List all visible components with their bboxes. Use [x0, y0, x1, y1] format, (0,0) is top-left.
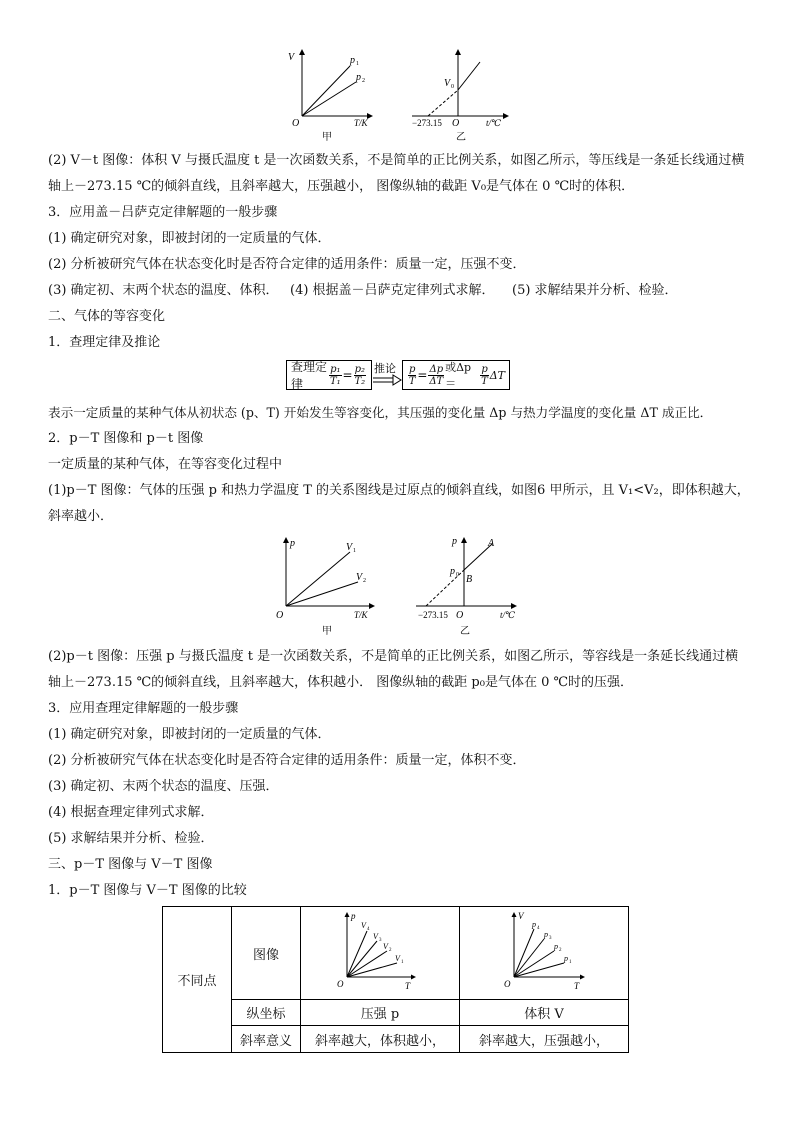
line-v1: [286, 552, 350, 606]
heading-step: 1．p－T 图像与 V－T 图像的比较: [48, 883, 247, 898]
label-v1-sub: 1: [353, 548, 356, 554]
comparison-table: [162, 906, 629, 1053]
label-v1: V: [346, 542, 353, 553]
label-p1: p: [564, 954, 568, 963]
label-origin: O: [292, 118, 300, 129]
fraction: $\frac{\text{p₁}}{\text{T₁}}$: [329, 363, 341, 387]
text-line: 斜率越小．: [48, 509, 114, 524]
label-v: V: [288, 52, 295, 63]
label-v2-sub: 2: [363, 578, 366, 584]
double-arrow-icon: [372, 360, 402, 390]
label-origin: O: [276, 610, 284, 621]
text-line: (2) 分析被研究气体在状态变化时是否符合定律的适用条件：质量一定，体积不变．: [48, 753, 526, 768]
label-p2: p: [554, 942, 558, 951]
label-p4: p: [532, 920, 536, 929]
label-p1-sub: 1: [569, 960, 572, 965]
caption-yi: 乙: [460, 626, 470, 637]
label-v1: V: [395, 954, 400, 963]
caption-jia: 甲: [322, 132, 332, 143]
label-p1: p: [350, 55, 355, 66]
label-origin: O: [452, 118, 460, 129]
line-isobar: [458, 62, 480, 90]
line-p3: [514, 939, 544, 977]
label-p4-sub: 4: [537, 926, 540, 931]
table-row: [163, 1000, 629, 1026]
formula-or: 或Δp＝: [445, 361, 472, 390]
caption-jia: 甲: [322, 626, 332, 637]
label-neg-273: −273.15: [412, 118, 442, 128]
text-line: 轴上－273.15 ℃的倾斜直线，且斜率越大，压强越小， 图像纵轴的截距 V₀是气体在 0 ℃时的体积．: [48, 179, 635, 194]
section-heading: 二、气体的等容变化: [48, 309, 166, 324]
formula-tail: ΔT: [489, 368, 505, 382]
label-p1-sub: 1: [356, 61, 359, 67]
label-p: p: [452, 536, 457, 547]
label-origin: O: [504, 979, 511, 989]
equals-sign: =: [342, 368, 353, 382]
text-line: (3) 确定初、末两个状态的温度、体积．: [48, 283, 279, 298]
text-line: (2) V－t 图像：体积 V 与摄氏温度 t 是一次函数关系，不是简单的正比例关系，如图乙所示，等压线是一条延长线通过横: [48, 153, 745, 168]
fraction: $\frac{p}{T}$: [408, 363, 416, 387]
vt-graph-icon: [460, 907, 628, 995]
fraction: $\frac{p}{T}$: [481, 363, 488, 387]
label-axis-x: t/℃: [486, 118, 502, 128]
label-p3: p: [544, 930, 548, 939]
line-p2: [514, 951, 554, 977]
text-line: (4) 根据查理定律列式求解．: [48, 805, 214, 820]
table-cell-label: 斜率意义: [232, 1026, 301, 1053]
table-cell: 体积 V: [460, 1000, 629, 1026]
table-cell-label: 纵坐标: [232, 1000, 301, 1026]
heading-step: 2．p－T 图像和 p－t 图像: [48, 431, 204, 446]
heading-step: 3．应用盖－吕萨克定律解题的一般步骤: [48, 205, 278, 220]
label-p0-sub: 0: [456, 572, 459, 578]
label-v: V: [518, 911, 524, 921]
label-v2: V: [356, 572, 363, 583]
label-neg-273: −273.15: [418, 610, 448, 620]
label-p2-sub: 2: [559, 948, 562, 953]
section-heading: 三、p－T 图像与 V－T 图像: [48, 857, 213, 872]
label-v3-sub: 3: [379, 938, 382, 943]
text-line: (2) 分析被研究气体在状态变化时是否符合定律的适用条件：质量一定，压强不变．: [48, 257, 526, 272]
label-axis-x: t/℃: [500, 610, 516, 620]
table-cell-label: 图像: [232, 907, 301, 1000]
caption-yi: 乙: [456, 132, 466, 143]
line-p1: [302, 66, 350, 116]
line-v2: [286, 582, 358, 606]
text-line: (3) 确定初、末两个状态的温度、压强．: [48, 779, 279, 794]
fraction: $\frac{\text{p₂}}{\text{T₂}}$: [354, 363, 366, 387]
label-p: p: [290, 538, 295, 549]
label-v4: V: [361, 921, 366, 930]
formula-box-charles: [286, 360, 372, 390]
text-line: (5) 求解结果并分析、检验．: [48, 831, 214, 846]
text-line: (1) 确定研究对象，即被封闭的一定质量的气体．: [48, 727, 331, 742]
label-v1-sub: 1: [401, 960, 404, 965]
line-v3: [347, 941, 377, 977]
table-cell-group: 不同点: [163, 907, 232, 1053]
text-line: (1)p－T 图像：气体的压强 p 和热力学温度 T 的关系图线是过原点的倾斜直线，如图6 甲所示，且 V₁<V₂，即体积越大，: [48, 483, 750, 498]
label-axis-x: T/K: [354, 610, 368, 620]
table-row: [163, 907, 629, 1000]
formula-label: 查理定律: [291, 360, 328, 391]
text-line: (1) 确定研究对象，即被封闭的一定质量的气体．: [48, 231, 331, 246]
text-line: (5) 求解结果并分析、检验．: [512, 283, 678, 298]
line-p4: [514, 929, 534, 977]
text-line: 轴上－273.15 ℃的倾斜直线，且斜率越大，体积越小． 图像纵轴的截距 p₀是气体在 0 ℃时的压强．: [48, 675, 634, 690]
label-v4-sub: 4: [367, 927, 370, 932]
table-row: [163, 1026, 629, 1053]
label-axis-x: T/K: [354, 118, 368, 128]
label-t: T: [405, 981, 411, 991]
label-v0-sub: 0: [451, 84, 454, 90]
heading-step: 3．应用查理定律解题的一般步骤: [48, 701, 239, 716]
text-line: 一定质量的某种气体，在等容变化过程中: [48, 457, 283, 472]
line-p2: [302, 82, 356, 116]
line-v1: [347, 963, 397, 977]
figure-pt-graphs: [270, 532, 540, 644]
figure-vt-graphs: [280, 40, 520, 150]
equals-sign: =: [417, 368, 428, 382]
label-t: T: [574, 981, 580, 991]
label-p: p: [351, 911, 356, 921]
table-cell: 斜率越大，体积越小，: [301, 1026, 460, 1053]
table-cell: 斜率越大，压强越小，: [460, 1026, 629, 1053]
table-cell: 压强 p: [301, 1000, 460, 1026]
text-line: (4) 根据盖－吕萨克定律列式求解．: [290, 283, 495, 298]
formula-box-corollary: [402, 360, 510, 390]
text-line: 表示一定质量的某种气体从初状态 (p、T) 开始发生等容变化，其压强的变化量 Δp 与热力学温度的变化量 ΔT 成正比．: [48, 405, 713, 420]
table-cell-pt-graph: [301, 907, 460, 1000]
label-p0: p: [450, 566, 455, 577]
svg-text:推论: 推论: [374, 363, 396, 375]
label-v0: V: [444, 78, 451, 89]
label-v2: V: [383, 942, 388, 951]
fraction: $\frac{\Delta p}{\Delta T}$: [429, 363, 444, 387]
label-p3-sub: 3: [549, 936, 552, 941]
label-a: A: [488, 538, 495, 549]
label-p2: p: [356, 72, 361, 83]
line-p1: [514, 963, 564, 977]
heading-step: 1．查理定律及推论: [48, 335, 161, 350]
pt-graph-icon: [301, 907, 459, 995]
label-b: B: [466, 574, 473, 585]
label-p2-sub: 2: [362, 78, 365, 84]
label-origin: O: [337, 979, 344, 989]
label-v3: V: [373, 932, 378, 941]
text-line: (2)p－t 图像：压强 p 与摄氏温度 t 是一次函数关系，不是简单的正比例关系，如图乙所示，等容线是一条延长线通过横: [48, 649, 739, 664]
label-v2-sub: 2: [389, 948, 392, 953]
label-origin: O: [456, 610, 464, 621]
table-cell-vt-graph: [460, 907, 629, 1000]
